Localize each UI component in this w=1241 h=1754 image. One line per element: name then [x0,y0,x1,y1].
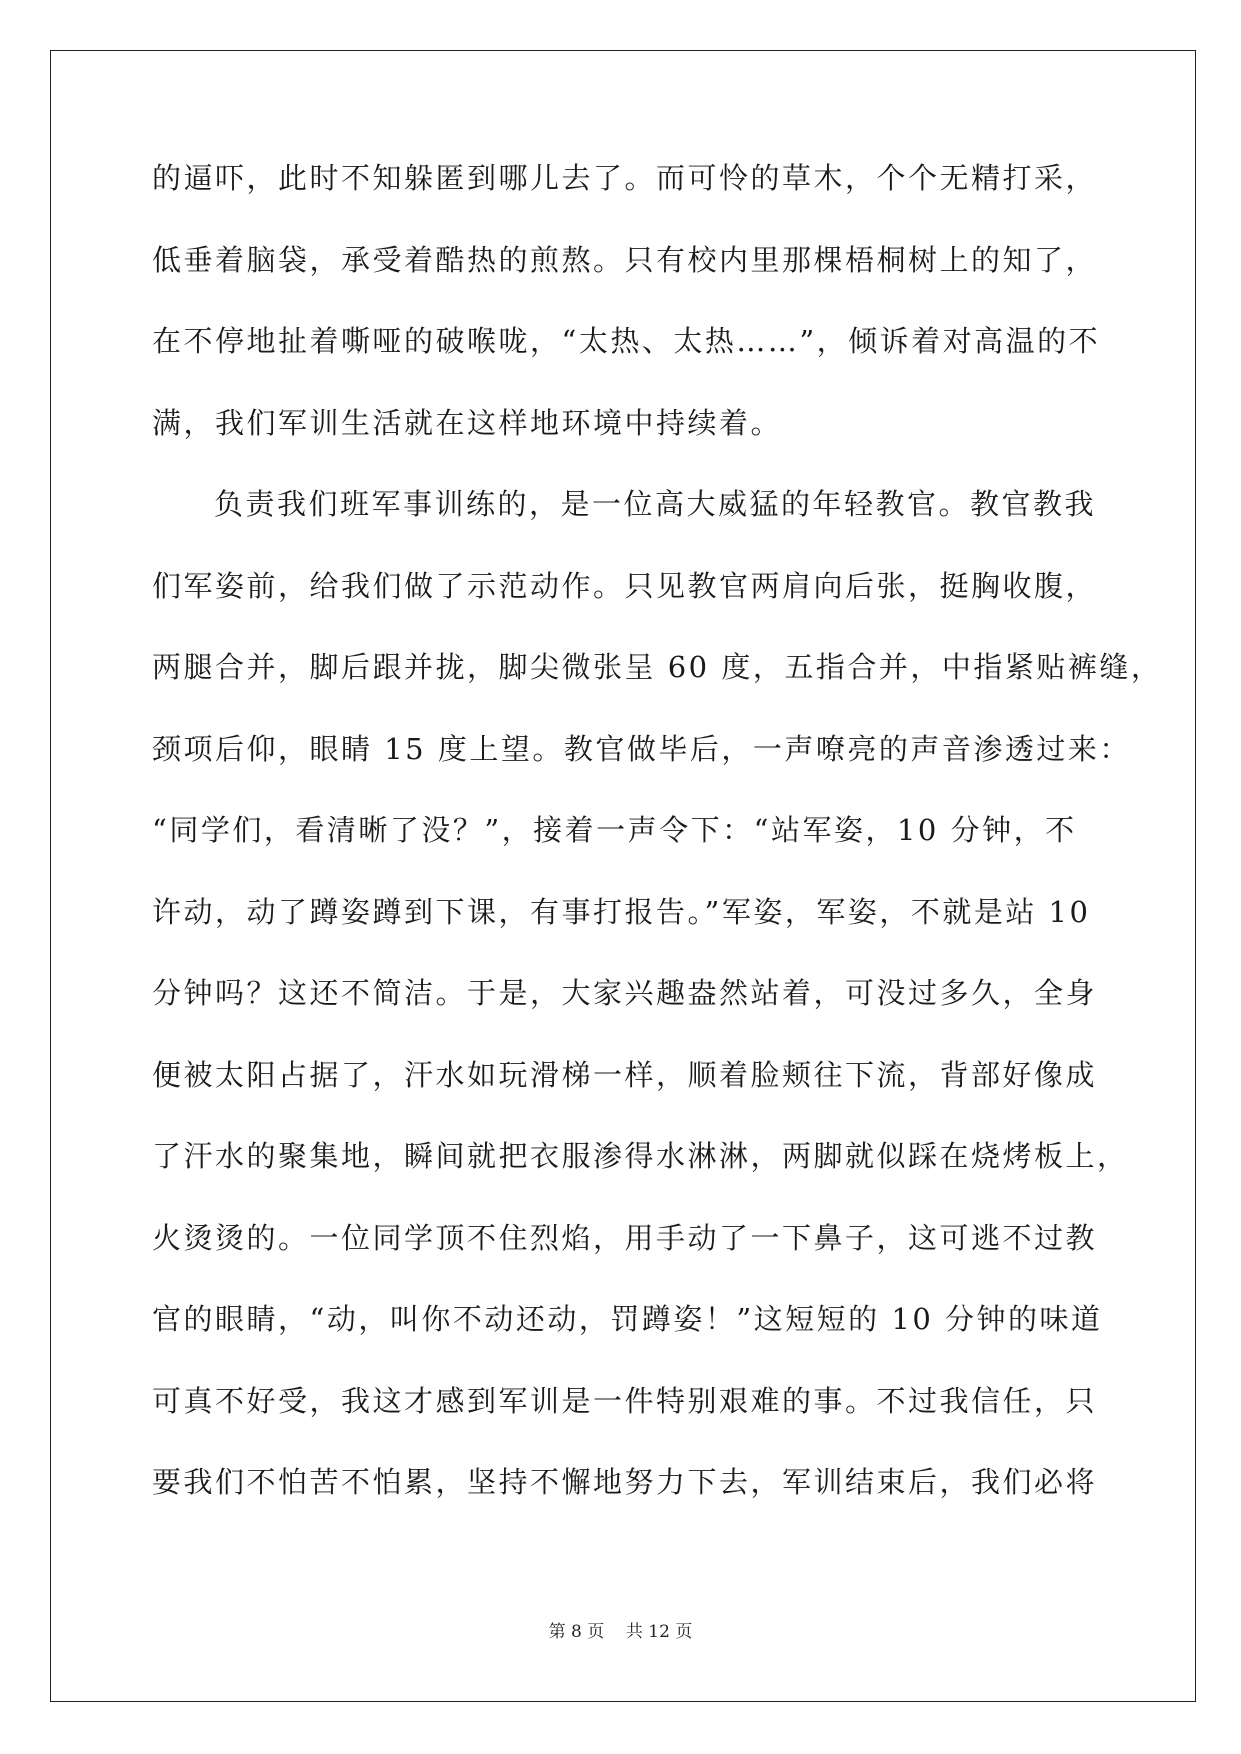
text-line: “同学们，看清晰了没？”，接着一声令下：“站军姿，10 分钟，不 [152,813,1077,847]
text-line: 官的眼睛，“动，叫你不动还动，罚蹲姿！”这短短的 10 分钟的味道 [152,1302,1103,1336]
text-line: 两腿合并，脚后跟并拢，脚尖微张呈 60 度，五指合并，中指紧贴裤缝， [152,650,1163,684]
text-line: 颈项后仰，眼睛 15 度上望。教官做毕后，一声嘹亮的声音渗透过来： [152,731,1131,766]
text-line: 可真不好受，我这才感到军训是一件特别艰难的事。不过我信任，只 [152,1383,1098,1418]
text-line: 许动，动了蹲姿蹲到下课，有事打报告。”军姿，军姿，不就是站 10 [152,894,1091,929]
text-line: 了汗水的聚集地，瞬间就把衣服渗得水淋淋，两脚就似踩在烧烤板上， [152,1139,1129,1173]
text-line: 们军姿前，给我们做了示范动作。只见教官两肩向后张，挺胸收腹， [152,568,1098,603]
page-footer [0,1622,1241,1642]
text-line: 在不停地扯着嘶哑的破喉咙，“太热、太热……”，倾诉着对高温的不 [152,324,1101,358]
paragraph-first-line: 负责我们班军事训练的，是一位高大威猛的年轻教官。教官教我 [214,487,1097,521]
page-number: 第 8 页 [548,1622,605,1642]
document-body [152,161,1163,1549]
text-line: 火烫烫的。一位同学顶不住烈焰，用手动了一下鼻子，这可逃不过教 [152,1220,1098,1255]
text-line: 要我们不怕苦不怕累，坚持不懈地努力下去，军训结束后，我们必将 [152,1465,1098,1499]
text-line: 低垂着脑袋，承受着酷热的煎熬。只有校内里那棵梧桐树上的知了， [152,242,1098,277]
page-total: 共 12 页 [625,1622,693,1642]
text-line: 便被太阳占据了，汗水如玩滑梯一样，顺着脸颊往下流，背部好像成 [152,1057,1098,1092]
text-line: 的逼吓，此时不知躲匿到哪儿去了。而可怜的草木，个个无精打采， [152,161,1098,195]
text-line: 分钟吗？这还不简洁。于是，大家兴趣盎然站着，可没过多久，全身 [152,976,1098,1010]
text-line: 满，我们军训生活就在这样地环境中持续着。 [152,405,783,440]
